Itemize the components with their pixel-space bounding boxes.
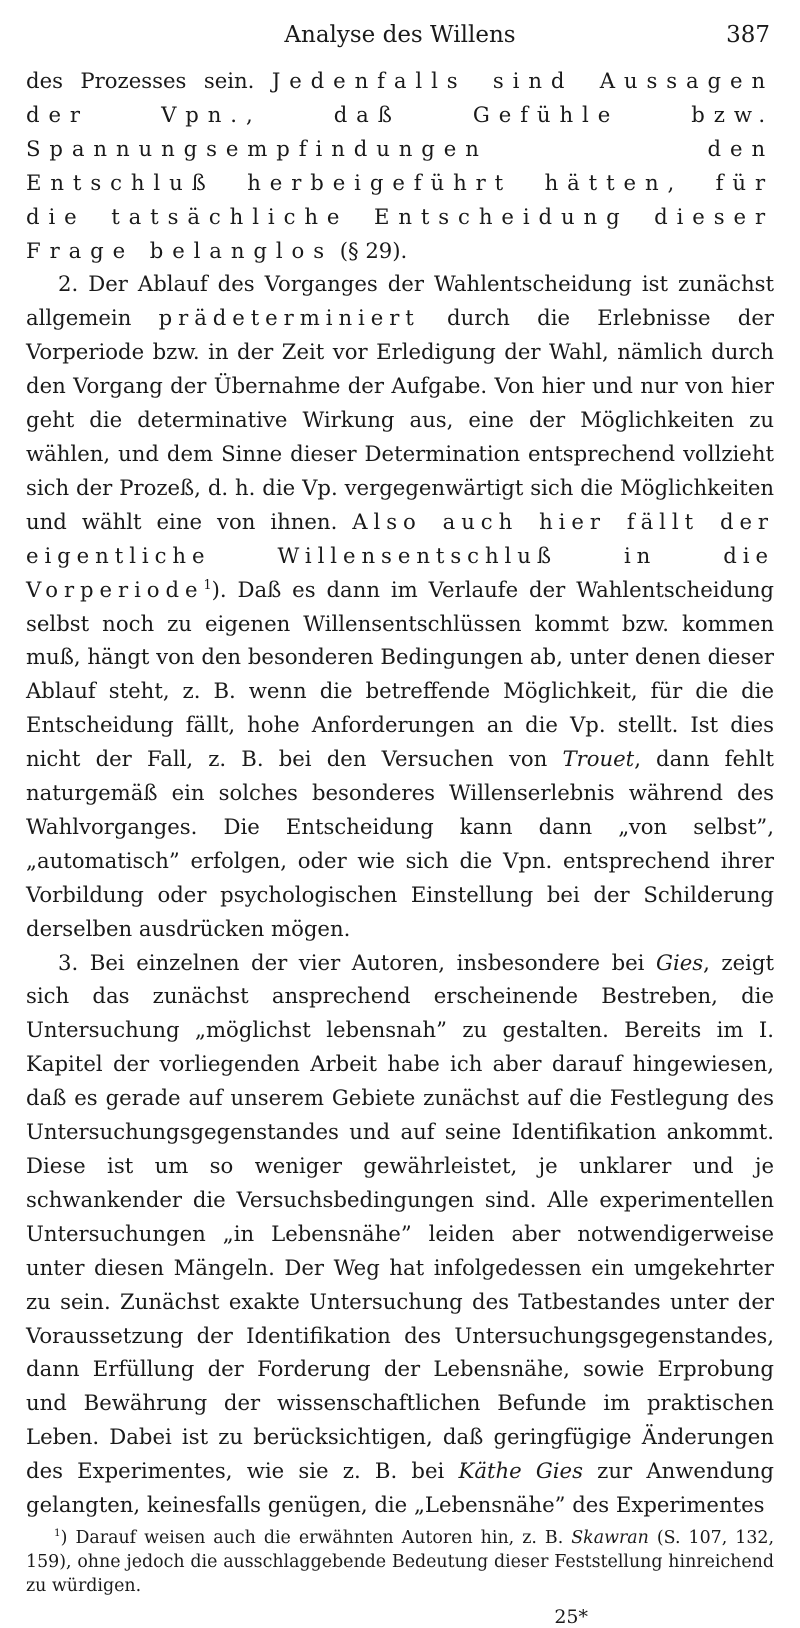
text-run: , dann fehlt naturgemäß ein solches besonderes Willenserlebnis während des Wahlvorganges. Die Entscheidung kann dann „von selbst”, „automatisch” erfolgen, oder wie sich die Vpn. entsprechend ihrer Vorbildung oder psychologischen Einstellung bei der Schilderung derselben ausdrücken mögen. [26,746,774,941]
paragraph-point-3 [26,946,774,1522]
text-run: zur Anwendung gelangten, keinesfalls genügen, die „Lebensnähe” des Experimentes [26,1458,774,1518]
spaced-emphasis: Also auch hier fällt der eigentliche Willensentschluß in die Vorperiode [26,508,774,602]
text-run: 3. Bei einzelnen der vier Autoren, insbesondere bei [58,949,657,975]
footnote-1 [26,1526,774,1598]
text-run: durch die Erlebnisse der Vorperiode bzw. in der Zeit vor Erledigung der Wahl, nämlich durch den Vorgang der Übernahme der Aufgabe. Von hier und nur von hier geht die determinative Wirkung aus, eine der Möglichkeiten zu wählen, und dem Sinne dieser Determination entsprechend vollzieht sich der Prozeß, d. h. die Vp. vergegenwärtigt sich die Möglichkeiten und wählt eine von ihnen. [26,305,775,534]
text-run: (S. 107, 132, 159), ohne jedoch die ausschlaggebende Bedeutung dieser Feststellung hinreichend zu würdigen. [26,1527,774,1596]
text-run: 2. Der Ablauf des Vorganges der Wahlentscheidung ist zunächst allgemein [26,271,774,331]
spaced-emphasis: prädeterminiert [158,305,420,331]
author-name: Käthe Gies [458,1458,583,1484]
page-number: 387 [726,22,770,48]
text-run: ) Darauf weisen auch die erwähnten Autoren hin, z. B. [60,1527,572,1548]
author-name: Trouet [562,746,635,772]
text-run: , zeigt sich das zunächst ansprechend erscheinende Bestreben, die Untersuchung „möglichst lebensnah” zu gestalten. Bereits im I. Kapitel der vorliegenden Arbeit habe ich aber darauf hingewiesen, daß es gerade auf unserem Gebiete zunächst auf die Festlegung des Untersuchungsgegenstandes und auf seine Identifikation ankommt. Diese ist um so weniger gewährleistet, je unklarer und je schwankender die Versuchsbedingungen sind. Alle experimentellen Untersuchungen „in Lebensnähe” leiden aber notwendigerweise unter diesen Mängeln. Der Weg hat infolgedessen ein umgekehrter zu sein. Zunächst exakte Untersuchung des Tatbestandes unter der Voraussetzung der Identifikation des Untersuchungsgegenstandes, dann Erfüllung der Forderung der Lebensnähe, sowie Erprobung und Bewährung der wissenschaftlichen Befunde im praktischen Leben. Dabei ist zu berücksichtigen, daß geringfügige Änderungen des Experimentes, wie sie z. B. bei [26,949,774,1484]
text-run: ). Daß es dann im Verlaufe der Wahlentscheidung selbst noch zu eigenen Willensentschlüssen kommt bzw. kommen muß, hängt von den besonderen Bedingungen ab, unter denen dieser Ablauf steht, z. B. wenn die betreffende Möglichkeit, für die die Entscheidung fällt, hohe Anforderungen an die Vp. stellt. Ist dies nicht der Fall, z. B. bei den Versuchen von [26,576,774,772]
author-name: Skawran [571,1527,649,1548]
signature-mark: 25* [554,1605,588,1628]
text-run: (§ 29). [332,237,408,263]
footnote-marker: 1 [54,1527,61,1540]
spaced-emphasis: Jedenfalls sind Aussagen der Vpn., daß Gefühle bzw. Spannungsempfindungen den Entschluß herbeigeführt hätten, für die tatsächliche Entscheidung dieser Frage belanglos [26,68,775,263]
running-title: Analyse des Willens [284,22,516,48]
running-header [26,18,774,58]
paragraph-continuation [26,64,774,267]
footnotes [26,1526,774,1598]
footnote-marker: 1 [203,576,212,592]
body-text [26,64,774,1522]
paragraph-point-2 [26,267,774,945]
text-run: des Prozesses sein. [26,68,272,93]
author-name: Gies [656,949,704,975]
